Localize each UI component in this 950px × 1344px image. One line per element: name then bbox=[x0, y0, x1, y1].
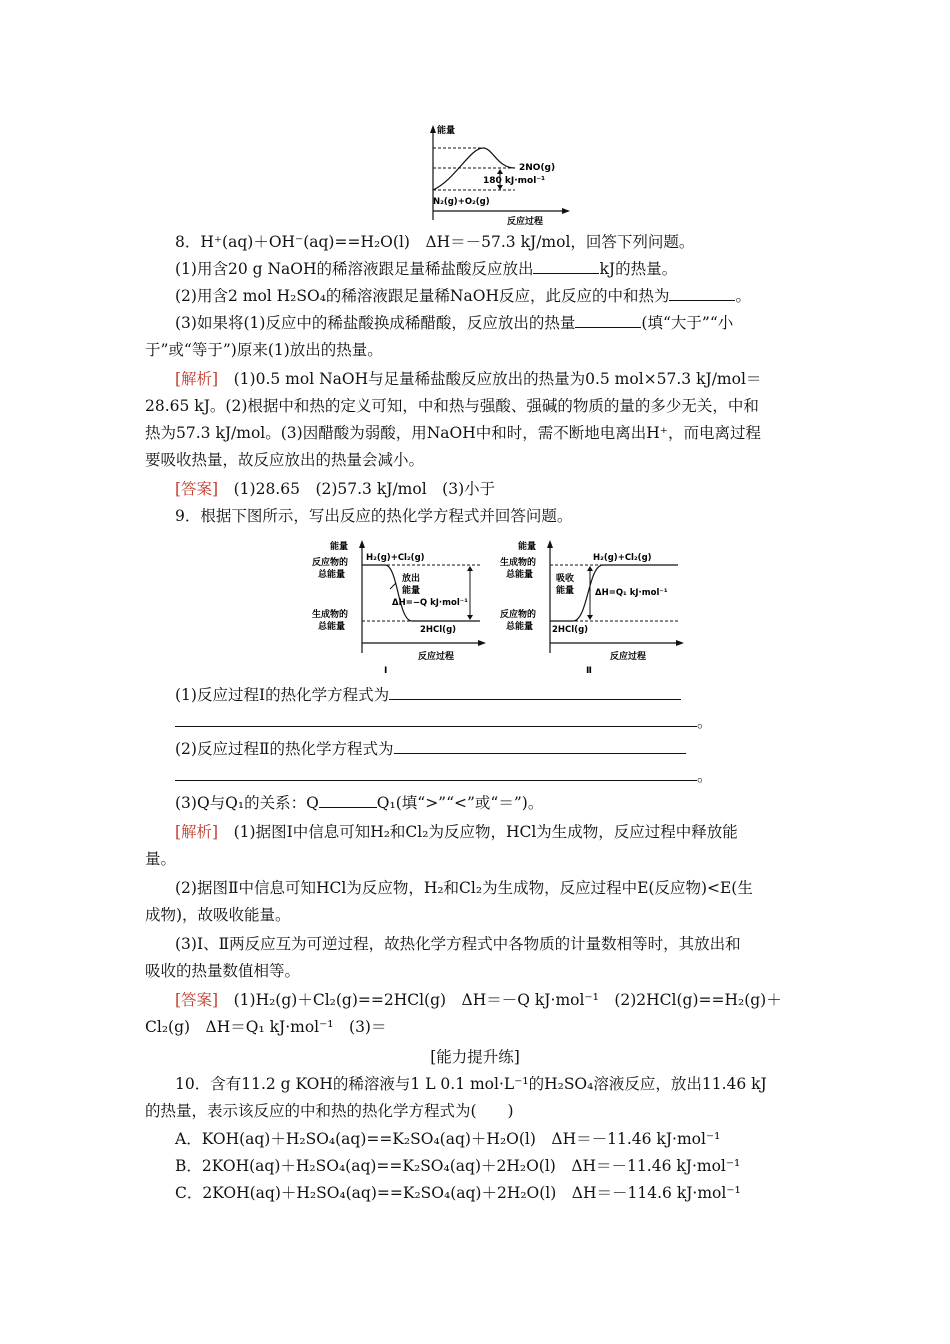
energy-diagram-I bbox=[310, 535, 490, 675]
q9-part3: (3)Q与Q₁的关系：Q Q₁(填“>”“<”或“＝”)。 bbox=[175, 794, 544, 812]
section-heading: [能力提升练] bbox=[430, 1048, 520, 1066]
q9-blank2a[interactable] bbox=[394, 739, 686, 754]
svg-text:总能量: 总能量 bbox=[318, 570, 346, 580]
analysis-tag: [解析] bbox=[175, 370, 219, 388]
q9-blank1b[interactable] bbox=[175, 712, 697, 727]
analysis-tag: [解析] bbox=[175, 823, 219, 841]
svg-text:吸收: 吸收 bbox=[556, 574, 575, 584]
svg-text:总能量: 总能量 bbox=[506, 622, 534, 632]
svg-text:总能量: 总能量 bbox=[506, 570, 534, 580]
svg-text:H₂(g)+Cl₂(g): H₂(g)+Cl₂(g) bbox=[593, 553, 652, 563]
q8-part3: (3)如果将(1)反应中的稀盐酸换成稀醋酸，反应放出的热量 (填“大于”“小 bbox=[175, 314, 734, 332]
q9-part2: (2)反应过程Ⅱ的热化学方程式为 bbox=[175, 739, 686, 759]
q10-option-c[interactable]: C．2KOH(aq)＋H₂SO₄(aq)==K₂SO₄(aq)＋2H₂O(l) ΔH＝－114.6 kJ·mol⁻¹ bbox=[175, 1184, 741, 1202]
answer-tag: [答案] bbox=[175, 991, 219, 1009]
q8-analysis-4: 要吸收热量，故反应放出的热量会减小。 bbox=[145, 451, 425, 469]
q8-blank2[interactable] bbox=[669, 286, 735, 301]
q9-analysis-3: (2)据图Ⅱ中信息可知HCl为反应物，H₂和Cl₂为生成物，反应过程中E(反应物)<E(生 bbox=[175, 879, 753, 897]
q8-blank3[interactable] bbox=[575, 313, 641, 328]
q10-stem-2: 的热量，表示该反应的中和热的热化学方程式为( ) bbox=[145, 1102, 514, 1120]
q9-analysis-4: 成物)，故吸收能量。 bbox=[145, 906, 291, 924]
svg-text:反应过程: 反应过程 bbox=[610, 652, 647, 662]
svg-text:能量: 能量 bbox=[556, 586, 575, 596]
q8-part2: (2)用含2 mol H₂SO₄的稀溶液跟足量稀NaOH反应，此反应的中和热为 。 bbox=[175, 287, 751, 305]
fig1-reactant: N₂(g)+O₂(g) bbox=[433, 197, 490, 207]
energy-diagram-II bbox=[498, 535, 698, 675]
svg-text:ΔH=Q₁ kJ·mol⁻¹: ΔH=Q₁ kJ·mol⁻¹ bbox=[595, 588, 668, 598]
svg-text:2HCl(g): 2HCl(g) bbox=[420, 625, 457, 635]
q9-analysis-6: 吸收的热量数值相等。 bbox=[145, 962, 301, 980]
q8-analysis-3: 热为57.3 kJ/mol。(3)因醋酸为弱酸，用NaOH中和时，需不断地电离出H⁺，而电离过程 bbox=[145, 424, 761, 442]
q9-part1-cont: 。 bbox=[175, 712, 713, 732]
q9-analysis-5: (3)Ⅰ、Ⅱ两反应互为可逆过程，故热化学方程式中各物质的计量数相等时，其放出和 bbox=[175, 935, 741, 953]
svg-text:放出: 放出 bbox=[402, 574, 421, 584]
svg-text:生成物的: 生成物的 bbox=[312, 610, 349, 620]
q9-analysis: [解析] (1)据图Ⅰ中信息可知H₂和Cl₂为反应物，HCl为生成物，反应过程中释放能 bbox=[175, 823, 738, 841]
q9-stem: 9．根据下图所示，写出反应的热化学方程式并回答问题。 bbox=[175, 507, 573, 525]
q9-blank2b[interactable] bbox=[175, 766, 697, 781]
svg-text:反应物的: 反应物的 bbox=[312, 558, 349, 568]
fig1-delta: 180 kJ·mol⁻¹ bbox=[483, 176, 546, 186]
q9-part2-cont: 。 bbox=[175, 766, 713, 786]
q10-option-b[interactable]: B．2KOH(aq)＋H₂SO₄(aq)==K₂SO₄(aq)＋2H₂O(l) ΔH＝－11.46 kJ·mol⁻¹ bbox=[175, 1157, 741, 1175]
svg-text:Ⅱ: Ⅱ bbox=[586, 666, 592, 675]
q9-answer-2: Cl₂(g) ΔH＝Q₁ kJ·mol⁻¹ (3)＝ bbox=[145, 1018, 387, 1036]
q9-analysis-2: 量。 bbox=[145, 850, 177, 868]
svg-text:Ⅰ: Ⅰ bbox=[384, 666, 388, 675]
q8-analysis: [解析] (1)0.5 mol NaOH与足量稀盐酸反应放出的热量为0.5 mol×57.3 kJ/mol＝ bbox=[175, 370, 762, 388]
svg-text:能量: 能量 bbox=[518, 542, 537, 552]
fig1-ylabel: 能量 bbox=[437, 126, 456, 136]
q8-answer: [答案] (1)28.65 (2)57.3 kJ/mol (3)小于 bbox=[175, 480, 496, 498]
q10-stem: 10．含有11.2 g KOH的稀溶液与1 L 0.1 mol·L⁻¹的H₂SO₄溶液反应，放出11.46 kJ bbox=[175, 1075, 767, 1093]
fig1-xlabel: 反应过程 bbox=[507, 217, 544, 227]
svg-text:H₂(g)+Cl₂(g): H₂(g)+Cl₂(g) bbox=[366, 553, 425, 563]
svg-text:能量: 能量 bbox=[330, 542, 349, 552]
q8-part3-cont: 于”或“等于”)原来(1)放出的热量。 bbox=[145, 341, 383, 359]
q8-stem: 8．H⁺(aq)＋OH⁻(aq)==H₂O(l) ΔH＝－57.3 kJ/mol，回答下列问题。 bbox=[175, 233, 695, 251]
q10-option-a[interactable]: A．KOH(aq)＋H₂SO₄(aq)==K₂SO₄(aq)＋H₂O(l) ΔH＝－11.46 kJ·mol⁻¹ bbox=[175, 1130, 721, 1148]
q9-blank3[interactable] bbox=[319, 793, 377, 808]
svg-text:生成物的: 生成物的 bbox=[500, 558, 537, 568]
q9-answer: [答案] (1)H₂(g)＋Cl₂(g)==2HCl(g) ΔH＝－Q kJ·mol⁻¹ (2)2HCl(g)==H₂(g)＋ bbox=[175, 991, 782, 1009]
q9-blank1a[interactable] bbox=[389, 685, 681, 700]
answer-tag: [答案] bbox=[175, 480, 219, 498]
svg-text:反应物的: 反应物的 bbox=[500, 610, 537, 620]
svg-text:ΔH=−Q kJ·mol⁻¹: ΔH=−Q kJ·mol⁻¹ bbox=[392, 598, 468, 608]
energy-diagram-no bbox=[415, 120, 575, 230]
svg-text:2HCl(g): 2HCl(g) bbox=[552, 625, 589, 635]
svg-text:反应过程: 反应过程 bbox=[418, 652, 455, 662]
q8-analysis-2: 28.65 kJ。(2)根据中和热的定义可知，中和热与强酸、强碱的物质的量的多少无关，中和 bbox=[145, 397, 759, 415]
svg-text:能量: 能量 bbox=[402, 586, 421, 596]
svg-text:总能量: 总能量 bbox=[318, 622, 346, 632]
q9-part1: (1)反应过程Ⅰ的热化学方程式为 bbox=[175, 685, 681, 705]
q8-blank1[interactable] bbox=[533, 259, 599, 274]
fig1-product: 2NO(g) bbox=[519, 163, 556, 173]
q8-part1: (1)用含20 g NaOH的稀溶液跟足量稀盐酸反应放出 kJ的热量。 bbox=[175, 260, 678, 278]
